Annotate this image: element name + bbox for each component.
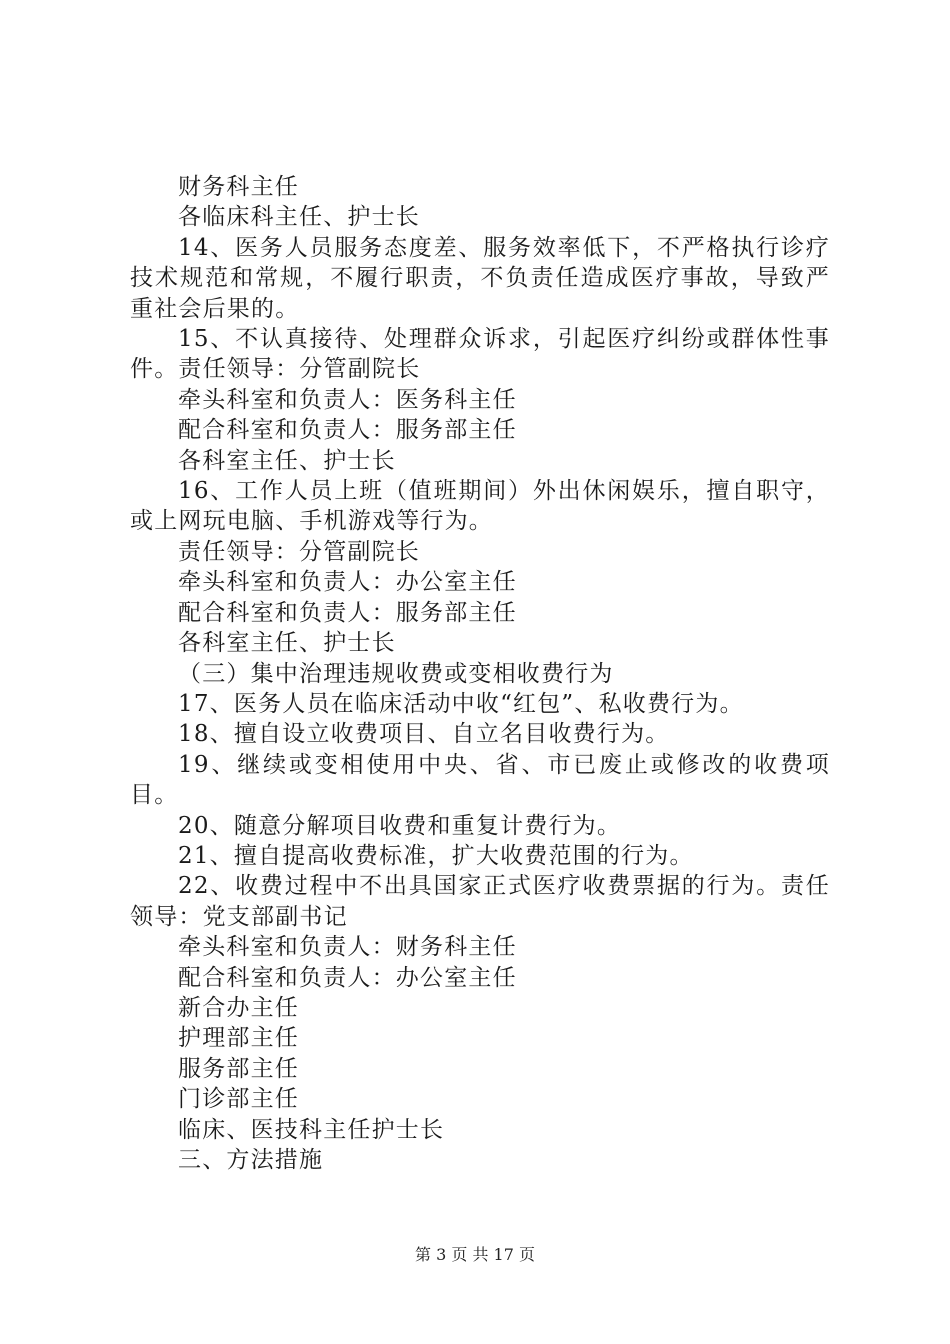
paragraph: 14、医务人员服务态度差、服务效率低下，不严格执行诊疗技术规范和常规，不履行职责，不负责任造成医疗事故，导致严重社会后果的。 bbox=[130, 234, 830, 322]
paragraph: 20、随意分解项目收费和重复计费行为。 bbox=[178, 812, 622, 839]
paragraph: 配合科室和负责人：服务部主任 bbox=[178, 599, 517, 626]
paragraph: 责任领导：分管副院长 bbox=[178, 538, 420, 565]
paragraph: 17、医务人员在临床活动中收“红包”、私收费行为。 bbox=[178, 690, 744, 717]
paragraph: 新合办主任 bbox=[178, 994, 299, 1021]
paragraph: 各临床科主任、护士长 bbox=[178, 204, 420, 231]
paragraph: 服务部主任 bbox=[178, 1055, 299, 1082]
paragraph: 牵头科室和负责人：办公室主任 bbox=[178, 569, 517, 596]
paragraph: 各科室主任、护士长 bbox=[178, 630, 396, 657]
paragraph: 配合科室和负责人：服务部主任 bbox=[178, 417, 517, 444]
paragraph: 牵头科室和负责人：财务科主任 bbox=[178, 934, 517, 961]
paragraph: 各科室主任、护士长 bbox=[178, 447, 396, 474]
section-heading: （三）集中治理违规收费或变相收费行为 bbox=[178, 660, 614, 687]
paragraph: 护理部主任 bbox=[178, 1025, 299, 1052]
paragraph: 配合科室和负责人：办公室主任 bbox=[178, 964, 517, 991]
page-number-footer: 第 3 页 共 17 页 bbox=[415, 1245, 535, 1264]
paragraph: 牵头科室和负责人：医务科主任 bbox=[178, 386, 517, 413]
paragraph: 16、工作人员上班（值班期间）外出休闲娱乐，擅自职守，或上网玩电脑、手机游戏等行为。 bbox=[130, 478, 830, 535]
paragraph: 15、不认真接待、处理群众诉求，引起医疗纠纷或群体性事件。责任领导：分管副院长 bbox=[130, 326, 830, 383]
paragraph: 19、继续或变相使用中央、省、市已废止或修改的收费项目。 bbox=[130, 751, 830, 809]
paragraph: 临床、医技科主任护士长 bbox=[178, 1116, 445, 1143]
document-body bbox=[130, 172, 830, 1175]
paragraph: 22、收费过程中不出具国家正式医疗收费票据的行为。责任领导：党支部副书记 bbox=[130, 873, 830, 930]
paragraph: 18、擅自设立收费项目、自立名目收费行为。 bbox=[178, 721, 670, 748]
paragraph: 21、擅自提高收费标准，扩大收费范围的行为。 bbox=[178, 842, 694, 869]
section-heading: 三、方法措施 bbox=[178, 1147, 324, 1173]
paragraph: 财务科主任 bbox=[178, 174, 299, 200]
paragraph: 门诊部主任 bbox=[178, 1086, 299, 1113]
